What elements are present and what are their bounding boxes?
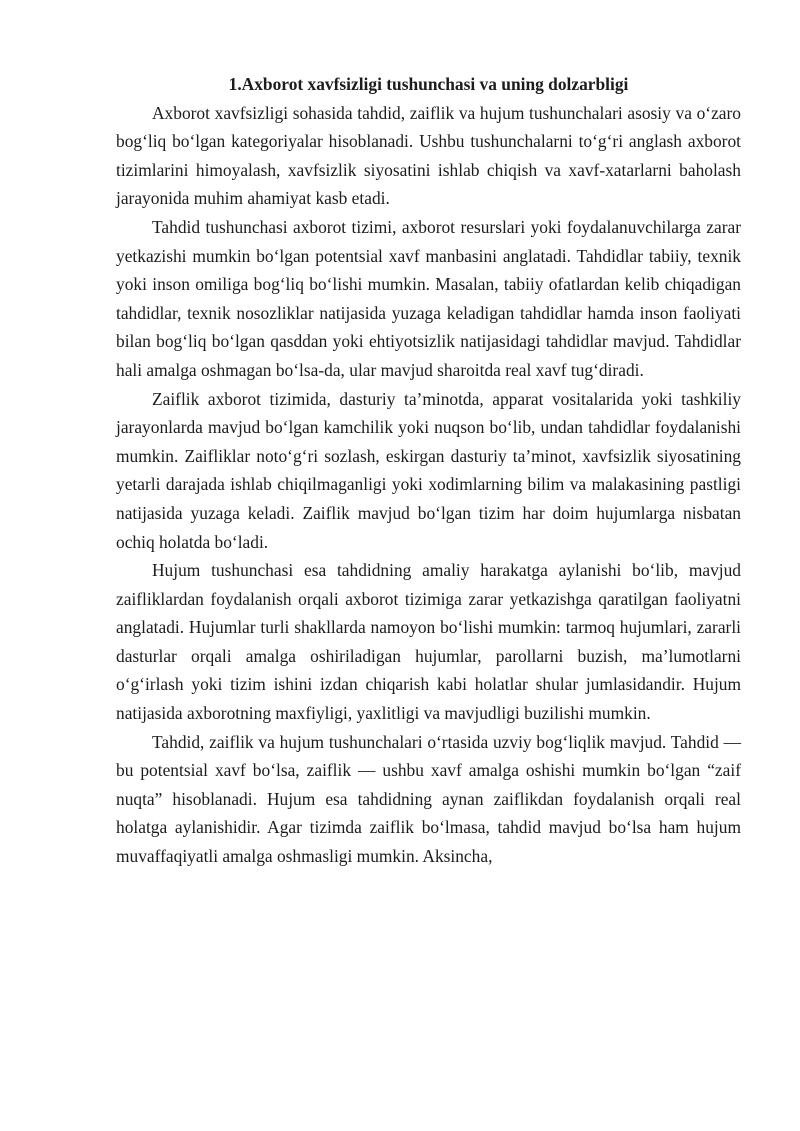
paragraph-relationship: Tahdid, zaiflik va hujum tushunchalari o‘rtasida uzviy bog‘liqlik mavjud. Tahdid — bu potentsial xavf bo‘lsa, zaiflik — ushbu xavf amalga oshishi mumkin bo‘lgan “zaif nuqta” hisoblanadi. Hujum esa tahdidning aynan zaiflikdan foydalanish orqali real holatga aylanishidir. Agar tizimda zaiflik bo‘lmasa, tahdid mavjud bo‘lsa ham hujum muvaffaqiyatli amalga oshmasligi mumkin. Aksincha,: [116, 731, 741, 867]
paragraph-intro: Axborot xavfsizligi sohasida tahdid, zaiflik va hujum tushunchalari asosiy va o‘zaro bog‘liq bo‘lgan kategoriyalar hisoblanadi. Ushbu tushunchalarni to‘g‘ri anglash axborot tizimlarini himoyalash, xavfsizlik siyosatini ishlab chiqish va xavf-xatarlarni baholash jarayonida muhim ahamiyat kasb etadi.: [116, 102, 741, 209]
paragraph-attack: Hujum tushunchasi esa tahdidning amaliy harakatga aylanishi bo‘lib, mavjud zaifliklardan foydalanish orqali axborot tizimiga zarar yetkazishga qaratilgan faoliyatni anglatadi. Hujumlar turli shakllarda namoyon bo‘lishi mumkin: tarmoq hujumlari, zararli dasturlar orqali amalga oshiriladigan hujumlar, parollarni buzish, ma’lumotlarni o‘g‘irlash yoki tizim ishini izdan chiqarish kabi holatlar shular jumlasidandir. Hujum natijasida axborotning maxfiyligi, yaxlitligi va mavjudligi buzilishi mumkin.: [116, 560, 741, 724]
paragraph-vulnerability: Zaiflik axborot tizimida, dasturiy ta’minotda, apparat vositalarida yoki tashkiliy jarayonlarda mavjud bo‘lgan kamchilik yoki nuqson bo‘lib, undan tahdidlar foydalanishi mumkin. Zaifliklar noto‘g‘ri sozlash, eskirgan dasturiy ta’minot, xavfsizlik siyosatining yetarli darajada ishlab chiqilmaganligi yoki xodimlarning bilim va malakasining pastligi natijasida yuzaga keladi. Zaiflik mavjud bo‘lgan tizim har doim hujumlarga nisbatan ochiq holatda bo‘ladi.: [116, 388, 741, 552]
document-page: [116, 70, 741, 871]
section-title: 1.Axborot xavfsizligi tushunchasi va uning dolzarbligi: [228, 74, 629, 94]
paragraph-threat: Tahdid tushunchasi axborot tizimi, axborot resurslari yoki foydalanuvchilarga zarar yetkazishi mumkin bo‘lgan potentsial xavf manbasini anglatadi. Tahdidlar tabiiy, texnik yoki inson omiliga bog‘liq bo‘lishi mumkin. Masalan, tabiiy ofatlardan kelib chiqadigan tahdidlar, texnik nosozliklar natijasida yuzaga keladigan tahdidlar hamda inson faoliyati bilan bog‘liq bo‘lgan qasddan yoki ehtiyotsizlik natijasidagi tahdidlar mavjud. Tahdidlar hali amalga oshmagan bo‘lsa-da, ular mavjud sharoitda real xavf tug‘diradi.: [116, 216, 741, 380]
